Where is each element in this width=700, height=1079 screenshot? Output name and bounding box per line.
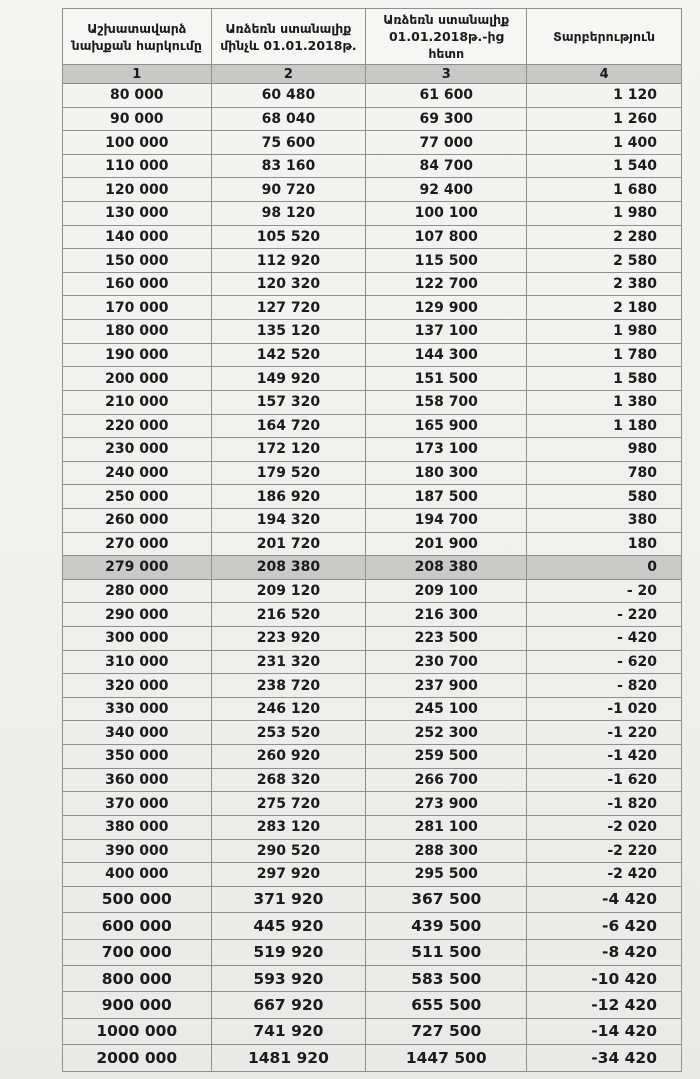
table-row-breakeven bbox=[63, 556, 682, 580]
table-row bbox=[63, 913, 682, 939]
cell-gross-salary: 210 000 bbox=[63, 390, 212, 414]
cell-net-after-2018: 115 500 bbox=[366, 249, 527, 273]
cell-net-after-2018: 259 500 bbox=[366, 745, 527, 769]
table-row bbox=[63, 154, 682, 178]
cell-net-after-2018: 187 500 bbox=[366, 485, 527, 509]
cell-difference: 2 580 bbox=[527, 249, 682, 273]
cell-net-after-2018: 266 700 bbox=[366, 768, 527, 792]
column-number: 4 bbox=[527, 65, 682, 84]
cell-difference: -4 420 bbox=[527, 886, 682, 912]
cell-difference: 1 260 bbox=[527, 107, 682, 131]
cell-net-after-2018: 252 300 bbox=[366, 721, 527, 745]
table-row bbox=[63, 84, 682, 108]
cell-gross-salary: 280 000 bbox=[63, 579, 212, 603]
table-row bbox=[63, 225, 682, 249]
table-row bbox=[63, 603, 682, 627]
cell-gross-salary: 130 000 bbox=[63, 202, 212, 226]
cell-net-after-2018: 129 900 bbox=[366, 296, 527, 320]
cell-net-after-2018: 173 100 bbox=[366, 438, 527, 462]
cell-net-before-2018: 519 920 bbox=[211, 939, 366, 965]
table-row bbox=[63, 939, 682, 965]
cell-net-before-2018: 667 920 bbox=[211, 992, 366, 1018]
cell-gross-salary: 380 000 bbox=[63, 815, 212, 839]
cell-gross-salary: 140 000 bbox=[63, 225, 212, 249]
cell-difference: -1 020 bbox=[527, 697, 682, 721]
cell-net-after-2018: 511 500 bbox=[366, 939, 527, 965]
cell-gross-salary: 150 000 bbox=[63, 249, 212, 273]
cell-difference: - 420 bbox=[527, 627, 682, 651]
cell-difference: -1 620 bbox=[527, 768, 682, 792]
cell-difference: 1 780 bbox=[527, 343, 682, 367]
cell-net-before-2018: 1481 920 bbox=[211, 1045, 366, 1072]
header-label-row bbox=[63, 9, 682, 65]
table-row bbox=[63, 650, 682, 674]
cell-net-before-2018: 283 120 bbox=[211, 815, 366, 839]
table-row bbox=[63, 343, 682, 367]
cell-net-after-2018: 209 100 bbox=[366, 579, 527, 603]
cell-net-before-2018: 231 320 bbox=[211, 650, 366, 674]
cell-net-before-2018: 194 320 bbox=[211, 508, 366, 532]
cell-net-before-2018: 260 920 bbox=[211, 745, 366, 769]
cell-net-after-2018: 208 380 bbox=[366, 556, 527, 580]
cell-gross-salary: 290 000 bbox=[63, 603, 212, 627]
cell-net-before-2018: 209 120 bbox=[211, 579, 366, 603]
cell-difference: 1 680 bbox=[527, 178, 682, 202]
table-row bbox=[63, 674, 682, 698]
cell-net-before-2018: 268 320 bbox=[211, 768, 366, 792]
table-row bbox=[63, 768, 682, 792]
cell-difference: 780 bbox=[527, 461, 682, 485]
table-row bbox=[63, 792, 682, 816]
cell-net-before-2018: 208 380 bbox=[211, 556, 366, 580]
cell-difference: -1 820 bbox=[527, 792, 682, 816]
cell-net-after-2018: 1447 500 bbox=[366, 1045, 527, 1072]
cell-difference: 2 180 bbox=[527, 296, 682, 320]
cell-difference: 2 380 bbox=[527, 272, 682, 296]
cell-net-before-2018: 172 120 bbox=[211, 438, 366, 462]
cell-gross-salary: 170 000 bbox=[63, 296, 212, 320]
cell-gross-salary: 1000 000 bbox=[63, 1018, 212, 1044]
table-row bbox=[63, 178, 682, 202]
cell-net-before-2018: 741 920 bbox=[211, 1018, 366, 1044]
cell-net-before-2018: 186 920 bbox=[211, 485, 366, 509]
cell-difference: 1 380 bbox=[527, 390, 682, 414]
header-gross-salary: Աշխատավարձ նախքան հարկումը bbox=[63, 9, 212, 65]
cell-difference: 0 bbox=[527, 556, 682, 580]
cell-net-after-2018: 180 300 bbox=[366, 461, 527, 485]
table-row bbox=[63, 1045, 682, 1072]
cell-difference: -34 420 bbox=[527, 1045, 682, 1072]
table-row bbox=[63, 1018, 682, 1044]
table-row bbox=[63, 438, 682, 462]
table-row bbox=[63, 107, 682, 131]
table-row bbox=[63, 320, 682, 344]
cell-net-before-2018: 149 920 bbox=[211, 367, 366, 391]
cell-net-after-2018: 158 700 bbox=[366, 390, 527, 414]
cell-net-before-2018: 253 520 bbox=[211, 721, 366, 745]
cell-gross-salary: 180 000 bbox=[63, 320, 212, 344]
cell-net-after-2018: 295 500 bbox=[366, 863, 527, 887]
table-row bbox=[63, 815, 682, 839]
cell-net-after-2018: 655 500 bbox=[366, 992, 527, 1018]
cell-difference: 1 540 bbox=[527, 154, 682, 178]
cell-difference: 2 280 bbox=[527, 225, 682, 249]
cell-gross-salary: 360 000 bbox=[63, 768, 212, 792]
cell-gross-salary: 230 000 bbox=[63, 438, 212, 462]
cell-net-after-2018: 69 300 bbox=[366, 107, 527, 131]
cell-gross-salary: 200 000 bbox=[63, 367, 212, 391]
table-body bbox=[63, 84, 682, 1072]
cell-net-after-2018: 194 700 bbox=[366, 508, 527, 532]
cell-net-before-2018: 246 120 bbox=[211, 697, 366, 721]
cell-net-before-2018: 223 920 bbox=[211, 627, 366, 651]
cell-gross-salary: 390 000 bbox=[63, 839, 212, 863]
cell-difference: 1 580 bbox=[527, 367, 682, 391]
cell-net-after-2018: 165 900 bbox=[366, 414, 527, 438]
cell-net-after-2018: 216 300 bbox=[366, 603, 527, 627]
table-row bbox=[63, 886, 682, 912]
cell-gross-salary: 160 000 bbox=[63, 272, 212, 296]
table-row bbox=[63, 202, 682, 226]
cell-gross-salary: 279 000 bbox=[63, 556, 212, 580]
cell-difference: 580 bbox=[527, 485, 682, 509]
cell-gross-salary: 100 000 bbox=[63, 131, 212, 155]
cell-net-before-2018: 68 040 bbox=[211, 107, 366, 131]
cell-gross-salary: 220 000 bbox=[63, 414, 212, 438]
cell-difference: -10 420 bbox=[527, 965, 682, 991]
cell-difference: 1 980 bbox=[527, 320, 682, 344]
cell-net-before-2018: 112 920 bbox=[211, 249, 366, 273]
cell-difference: - 20 bbox=[527, 579, 682, 603]
cell-gross-salary: 110 000 bbox=[63, 154, 212, 178]
cell-net-before-2018: 275 720 bbox=[211, 792, 366, 816]
cell-net-after-2018: 230 700 bbox=[366, 650, 527, 674]
cell-net-after-2018: 223 500 bbox=[366, 627, 527, 651]
table-row bbox=[63, 485, 682, 509]
table-row bbox=[63, 272, 682, 296]
cell-net-after-2018: 727 500 bbox=[366, 1018, 527, 1044]
cell-gross-salary: 350 000 bbox=[63, 745, 212, 769]
salary-table-container bbox=[62, 8, 682, 1072]
cell-net-after-2018: 237 900 bbox=[366, 674, 527, 698]
cell-net-after-2018: 151 500 bbox=[366, 367, 527, 391]
cell-net-before-2018: 142 520 bbox=[211, 343, 366, 367]
cell-gross-salary: 300 000 bbox=[63, 627, 212, 651]
table-row bbox=[63, 627, 682, 651]
header-number-row bbox=[63, 65, 682, 84]
column-number: 2 bbox=[211, 65, 366, 84]
header-net-after-2018: Առձեռն ստանալիք 01.01.2018թ.-ից հետո bbox=[366, 9, 527, 65]
cell-gross-salary: 120 000 bbox=[63, 178, 212, 202]
table-row bbox=[63, 414, 682, 438]
cell-difference: 1 120 bbox=[527, 84, 682, 108]
cell-net-before-2018: 75 600 bbox=[211, 131, 366, 155]
table-row bbox=[63, 249, 682, 273]
table-row bbox=[63, 721, 682, 745]
cell-difference: - 620 bbox=[527, 650, 682, 674]
table-row bbox=[63, 992, 682, 1018]
cell-difference: 980 bbox=[527, 438, 682, 462]
cell-net-before-2018: 157 320 bbox=[211, 390, 366, 414]
cell-gross-salary: 400 000 bbox=[63, 863, 212, 887]
cell-net-before-2018: 127 720 bbox=[211, 296, 366, 320]
cell-net-before-2018: 90 720 bbox=[211, 178, 366, 202]
table-row bbox=[63, 745, 682, 769]
cell-gross-salary: 2000 000 bbox=[63, 1045, 212, 1072]
salary-comparison-table bbox=[62, 8, 682, 1072]
table-row bbox=[63, 965, 682, 991]
cell-difference: 380 bbox=[527, 508, 682, 532]
table-row bbox=[63, 532, 682, 556]
cell-net-after-2018: 245 100 bbox=[366, 697, 527, 721]
table-row bbox=[63, 461, 682, 485]
cell-net-before-2018: 371 920 bbox=[211, 886, 366, 912]
cell-net-before-2018: 120 320 bbox=[211, 272, 366, 296]
table-row bbox=[63, 697, 682, 721]
cell-net-before-2018: 105 520 bbox=[211, 225, 366, 249]
cell-gross-salary: 240 000 bbox=[63, 461, 212, 485]
cell-net-before-2018: 238 720 bbox=[211, 674, 366, 698]
cell-difference: -8 420 bbox=[527, 939, 682, 965]
cell-gross-salary: 90 000 bbox=[63, 107, 212, 131]
table-row bbox=[63, 296, 682, 320]
cell-net-before-2018: 164 720 bbox=[211, 414, 366, 438]
cell-gross-salary: 190 000 bbox=[63, 343, 212, 367]
cell-net-before-2018: 290 520 bbox=[211, 839, 366, 863]
cell-net-after-2018: 84 700 bbox=[366, 154, 527, 178]
cell-net-after-2018: 281 100 bbox=[366, 815, 527, 839]
cell-gross-salary: 310 000 bbox=[63, 650, 212, 674]
cell-net-before-2018: 445 920 bbox=[211, 913, 366, 939]
column-number: 3 bbox=[366, 65, 527, 84]
header-net-before-2018: Առձեռն ստանալիք մինչև 01.01.2018թ. bbox=[211, 9, 366, 65]
cell-net-after-2018: 201 900 bbox=[366, 532, 527, 556]
cell-difference: -1 220 bbox=[527, 721, 682, 745]
table-row bbox=[63, 367, 682, 391]
cell-net-after-2018: 77 000 bbox=[366, 131, 527, 155]
cell-net-before-2018: 98 120 bbox=[211, 202, 366, 226]
cell-difference: - 220 bbox=[527, 603, 682, 627]
cell-net-before-2018: 60 480 bbox=[211, 84, 366, 108]
cell-gross-salary: 330 000 bbox=[63, 697, 212, 721]
cell-net-after-2018: 61 600 bbox=[366, 84, 527, 108]
cell-net-after-2018: 439 500 bbox=[366, 913, 527, 939]
cell-net-after-2018: 273 900 bbox=[366, 792, 527, 816]
cell-gross-salary: 600 000 bbox=[63, 913, 212, 939]
cell-gross-salary: 370 000 bbox=[63, 792, 212, 816]
table-row bbox=[63, 390, 682, 414]
cell-gross-salary: 250 000 bbox=[63, 485, 212, 509]
table-row bbox=[63, 839, 682, 863]
cell-difference: -14 420 bbox=[527, 1018, 682, 1044]
table-row bbox=[63, 131, 682, 155]
cell-difference: -2 420 bbox=[527, 863, 682, 887]
cell-gross-salary: 500 000 bbox=[63, 886, 212, 912]
cell-difference: -12 420 bbox=[527, 992, 682, 1018]
cell-net-after-2018: 367 500 bbox=[366, 886, 527, 912]
cell-net-after-2018: 144 300 bbox=[366, 343, 527, 367]
header-difference: Տարբերություն bbox=[527, 9, 682, 65]
table-header bbox=[63, 9, 682, 84]
cell-gross-salary: 900 000 bbox=[63, 992, 212, 1018]
cell-net-after-2018: 288 300 bbox=[366, 839, 527, 863]
cell-net-before-2018: 135 120 bbox=[211, 320, 366, 344]
cell-gross-salary: 270 000 bbox=[63, 532, 212, 556]
cell-net-before-2018: 297 920 bbox=[211, 863, 366, 887]
cell-net-after-2018: 92 400 bbox=[366, 178, 527, 202]
cell-difference: 1 180 bbox=[527, 414, 682, 438]
cell-difference: 1 400 bbox=[527, 131, 682, 155]
column-number: 1 bbox=[63, 65, 212, 84]
cell-gross-salary: 700 000 bbox=[63, 939, 212, 965]
cell-net-after-2018: 100 100 bbox=[366, 202, 527, 226]
cell-difference: 180 bbox=[527, 532, 682, 556]
cell-gross-salary: 800 000 bbox=[63, 965, 212, 991]
cell-net-before-2018: 201 720 bbox=[211, 532, 366, 556]
cell-difference: 1 980 bbox=[527, 202, 682, 226]
table-row bbox=[63, 508, 682, 532]
cell-difference: -6 420 bbox=[527, 913, 682, 939]
cell-net-after-2018: 107 800 bbox=[366, 225, 527, 249]
cell-net-after-2018: 583 500 bbox=[366, 965, 527, 991]
cell-difference: -2 220 bbox=[527, 839, 682, 863]
cell-gross-salary: 340 000 bbox=[63, 721, 212, 745]
cell-net-after-2018: 137 100 bbox=[366, 320, 527, 344]
cell-net-before-2018: 593 920 bbox=[211, 965, 366, 991]
cell-net-after-2018: 122 700 bbox=[366, 272, 527, 296]
cell-net-before-2018: 83 160 bbox=[211, 154, 366, 178]
cell-gross-salary: 80 000 bbox=[63, 84, 212, 108]
cell-difference: -1 420 bbox=[527, 745, 682, 769]
cell-net-before-2018: 179 520 bbox=[211, 461, 366, 485]
cell-gross-salary: 320 000 bbox=[63, 674, 212, 698]
cell-difference: - 820 bbox=[527, 674, 682, 698]
cell-net-before-2018: 216 520 bbox=[211, 603, 366, 627]
table-row bbox=[63, 863, 682, 887]
table-row bbox=[63, 579, 682, 603]
cell-difference: -2 020 bbox=[527, 815, 682, 839]
cell-gross-salary: 260 000 bbox=[63, 508, 212, 532]
